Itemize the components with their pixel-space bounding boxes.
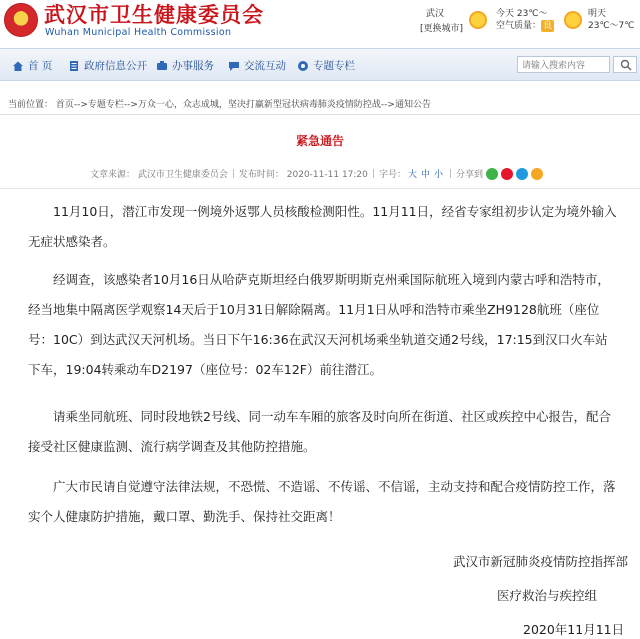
national-emblem-icon: ★ bbox=[4, 3, 38, 37]
breadcrumb[interactable]: 当前位置： 首页-->专题专栏-->万众一心，众志成城，坚决打赢新型冠状病毒肺炎疫情防控战-->通知公告 bbox=[8, 100, 431, 110]
nav-item-gov-info[interactable] bbox=[68, 58, 147, 73]
site-subtitle: Wuhan Municipal Health Commission bbox=[45, 27, 232, 38]
sunny-icon bbox=[469, 11, 487, 29]
sunny-icon bbox=[564, 11, 582, 29]
article-paragraph: 广大市民请自觉遵守法律法规，不恐慌、不造谣、不传谣、不信谣，主动支持和配合疫情防控工作，落实个人健康防护措施，戴口罩、勤洗手、保持社交距离！ bbox=[28, 479, 616, 524]
more-share-icon[interactable] bbox=[531, 168, 543, 180]
search-icon bbox=[620, 59, 632, 71]
nav-label: 首 页 bbox=[28, 60, 53, 72]
article-paragraph: 请乘坐同航班、同时段地铁2号线、同一动车车厢的旅客及时向所在街道、社区或疾控中心报告，配合接受社区健康监测、流行病学调查及其他防控措施。 bbox=[28, 409, 611, 454]
nav-item-topics[interactable] bbox=[297, 58, 355, 73]
weibo-share-icon[interactable] bbox=[501, 168, 513, 180]
air-quality-label: 空气质量： bbox=[496, 21, 542, 31]
signature-org: 武汉市新冠肺炎疫情防控指挥部 bbox=[453, 554, 629, 569]
article-published: 发布时间： 2020-11-11 17:20 bbox=[238, 170, 368, 180]
article-paragraph: 经调查，该感染者10月16日从哈萨克斯坦经白俄罗斯明斯克州乘国际航班入境到内蒙古呼和浩特市，经当地集中隔离医学观察14天后于10月31日解除隔离。11月1日从呼和浩特市乘坐ZH9128航班（座位号：10C）到达武汉天河机场。当日下午16:36在武汉天河机场乘坐轨道交通2号线，17:15到汉口火车站下车，19:04转乘动车D2197（座位号：02车12F）前往潜江。 bbox=[28, 272, 610, 377]
article-meta: 文章来源： 武汉市卫生健康委员会 | 发布时间： 2020-11-11 17:20 | 字号： 大 中 小 | 分享到 bbox=[90, 167, 543, 180]
tomorrow-label: 明天 bbox=[588, 9, 607, 19]
nav-label: 政府信息公开 bbox=[84, 60, 147, 72]
topic-icon bbox=[297, 60, 309, 72]
wechat-share-icon[interactable] bbox=[486, 168, 498, 180]
site-title[interactable]: 武汉市卫生健康委员会 bbox=[44, 2, 264, 27]
nav-label: 专题专栏 bbox=[313, 60, 355, 72]
qzone-share-icon[interactable] bbox=[516, 168, 528, 180]
tomorrow-weather bbox=[588, 8, 634, 32]
tomorrow-temp: 23℃～7℃ bbox=[588, 21, 635, 31]
search-input[interactable] bbox=[517, 56, 610, 73]
today-temp: 23℃～ bbox=[516, 9, 548, 19]
home-icon bbox=[12, 60, 24, 72]
nav-item-interaction[interactable] bbox=[228, 58, 286, 73]
change-city-link[interactable]: [更换城市] bbox=[420, 24, 464, 34]
signature-dept: 医疗救治与疾控组 bbox=[497, 588, 598, 603]
signature-date: 2020年11月11日 bbox=[523, 622, 625, 637]
nav-item-home[interactable] bbox=[12, 58, 52, 73]
today-weather bbox=[496, 8, 554, 32]
document-icon bbox=[68, 60, 80, 72]
font-size-label: 字号： bbox=[378, 170, 406, 180]
article-title: 紧急通告 bbox=[295, 134, 344, 148]
weather-city: 武汉 bbox=[426, 9, 445, 19]
nav-label: 交流互动 bbox=[244, 60, 286, 72]
divider bbox=[0, 114, 640, 115]
font-large-button[interactable]: 大 bbox=[407, 170, 417, 180]
today-label: 今天 bbox=[496, 9, 515, 19]
search-button[interactable] bbox=[613, 56, 637, 73]
nav-label: 办事服务 bbox=[172, 60, 214, 72]
font-small-button[interactable]: 小 bbox=[433, 170, 443, 180]
air-quality-badge: 良 bbox=[543, 21, 553, 31]
divider bbox=[0, 188, 640, 189]
article-source: 文章来源： 武汉市卫生健康委员会 bbox=[90, 170, 228, 180]
share-label: 分享到 bbox=[456, 170, 484, 180]
site-header bbox=[0, 0, 640, 44]
nav-item-services[interactable] bbox=[156, 58, 214, 73]
interaction-icon bbox=[228, 60, 240, 72]
service-icon bbox=[156, 60, 168, 72]
font-medium-button[interactable]: 中 bbox=[420, 170, 430, 180]
article-paragraph: 11月10日，潜江市发现一例境外返鄂人员核酸检测阳性。11月11日，经省专家组初步认定为境外输入无症状感染者。 bbox=[28, 204, 617, 249]
